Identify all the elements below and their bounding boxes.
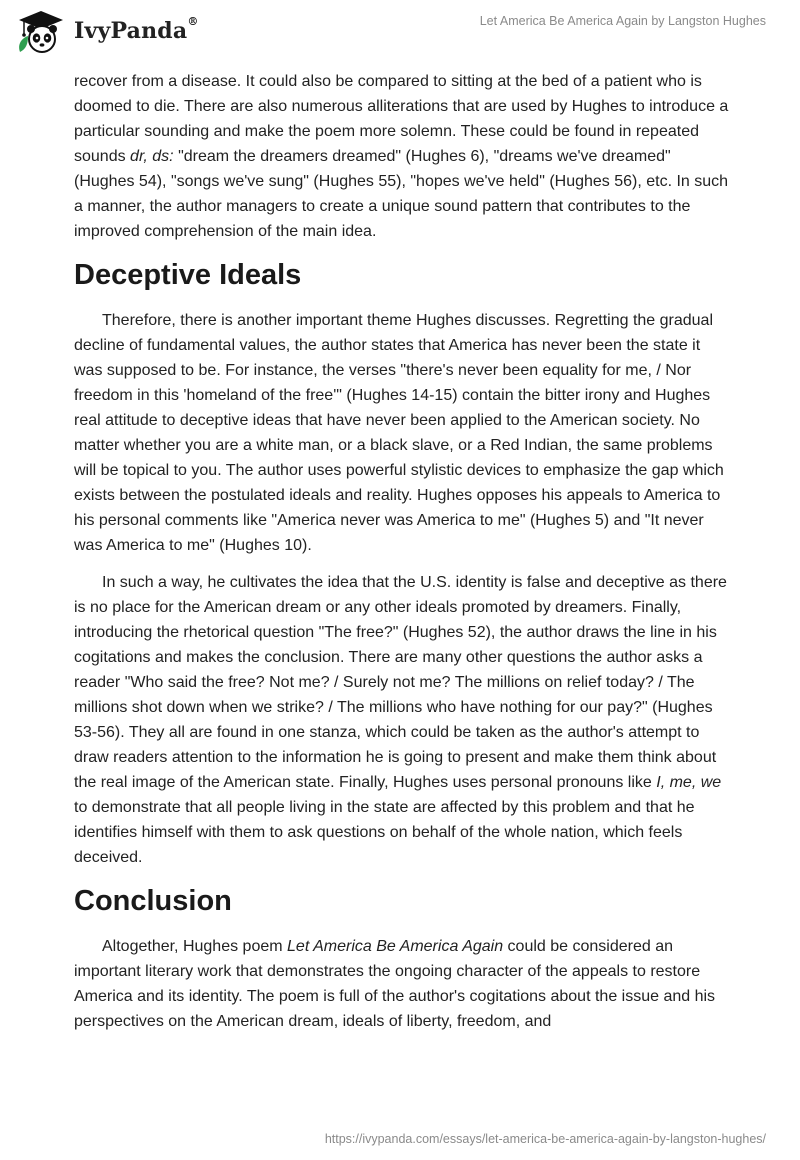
heading-conclusion: Conclusion bbox=[74, 885, 232, 917]
ivypanda-logo[interactable] bbox=[14, 8, 199, 54]
emphasis-text: dr, ds: bbox=[130, 148, 174, 165]
panda-graduate-icon bbox=[14, 8, 68, 54]
emphasis-text: I, me, we bbox=[656, 774, 722, 791]
document-title: Let America Be America Again by Langston Hughes bbox=[479, 14, 766, 28]
paragraph-text: Altogether, Hughes poem bbox=[102, 938, 288, 955]
paragraph-text: In such a way, he cultivates the idea that the U.S. identity is false and deceptive as there is no place for the American dream or any other ideals promoted by dreamers. Finally, introducing the rhetorical question "The free?" (Hughes 52), the author draws the line in his cogitations and makes the conclusion. There are many other questions the author asks a reader "Who said the free? Not me? / Surely not me? The millions on relief today? / The millions shot down when we strike? / The millions who have nothing for our pay?" (Hughes 53-56). They all are found in one stanza, which could be taken as the author's attempt to draw readers attention to the information he is going to present and make them think about the real image of the American state. Finally, Hughes uses personal pronouns like bbox=[74, 574, 727, 791]
paragraph-alliterations bbox=[74, 69, 730, 244]
heading-deceptive-ideals: Deceptive Ideals bbox=[74, 259, 302, 291]
logo-wordmark bbox=[74, 15, 199, 44]
paragraph-deceptive-ideals: Therefore, there is another important theme Hughes discusses. Regretting the gradual decline of fundamental values, the author states that America has never been the state it was supposed to be. For instance, the verses "there's never been equality for me, / Nor freedom in this 'homeland of the free'" (Hughes 14-15) contain the bitter irony and Hughes real attitude to deceptive ideas that have never been applied to the American society. No matter whether you are a white man, or a black slave, or a Red Indian, the same problems will be topical to you. The author uses powerful stylistic devices to emphasize the gap which exists between the postulated ideals and reality. Hughes opposes his appeals to America to his personal comments like "America never was America to me" (Hughes 5) and "It never was America to me" (Hughes 10). bbox=[74, 312, 724, 554]
paragraph-text: "dream the dreamers dreamed" (Hughes 6), "dreams we've dreamed" (Hughes 54), "songs we've sung" (Hughes 55), "hopes we've held" (Hughes 56), etc. In such a manner, the author managers to create a unique sound pattern that contributes to the improved comprehension of the main idea. bbox=[74, 148, 729, 240]
registered-mark: ® bbox=[187, 15, 199, 28]
poem-title: Let America Be America Again bbox=[287, 938, 504, 955]
essay-content bbox=[74, 69, 730, 1046]
paragraph-conclusion bbox=[74, 934, 730, 1034]
page-header bbox=[0, 0, 800, 70]
paragraph-text: to demonstrate that all people living in the state are affected by this problem and that he identifies himself with them to ask questions on behalf of the whole nation, which feels deceived. bbox=[74, 799, 695, 866]
paragraph-text: recover from a disease. It could also be compared to sitting at the bed of a patient who is doomed to die. There are also numerous alliterations that are used by Hughes to introduce a particular sounding and make the poem more solemn. These could be found in repeated sounds bbox=[74, 73, 729, 165]
source-url[interactable]: https://ivypanda.com/essays/let-america-be-america-again-by-langston-hughes/ bbox=[324, 1132, 766, 1146]
paragraph-text: could be considered an important literary work that demonstrates the ongoing character of the appeals to restore America and its identity. The poem is full of the author's cogitations about the issue and his perspectives on the American dream, ideals of liberty, freedom, and bbox=[74, 938, 716, 1030]
paragraph-identity bbox=[74, 570, 730, 870]
logo-text: IvyPanda bbox=[74, 18, 188, 44]
